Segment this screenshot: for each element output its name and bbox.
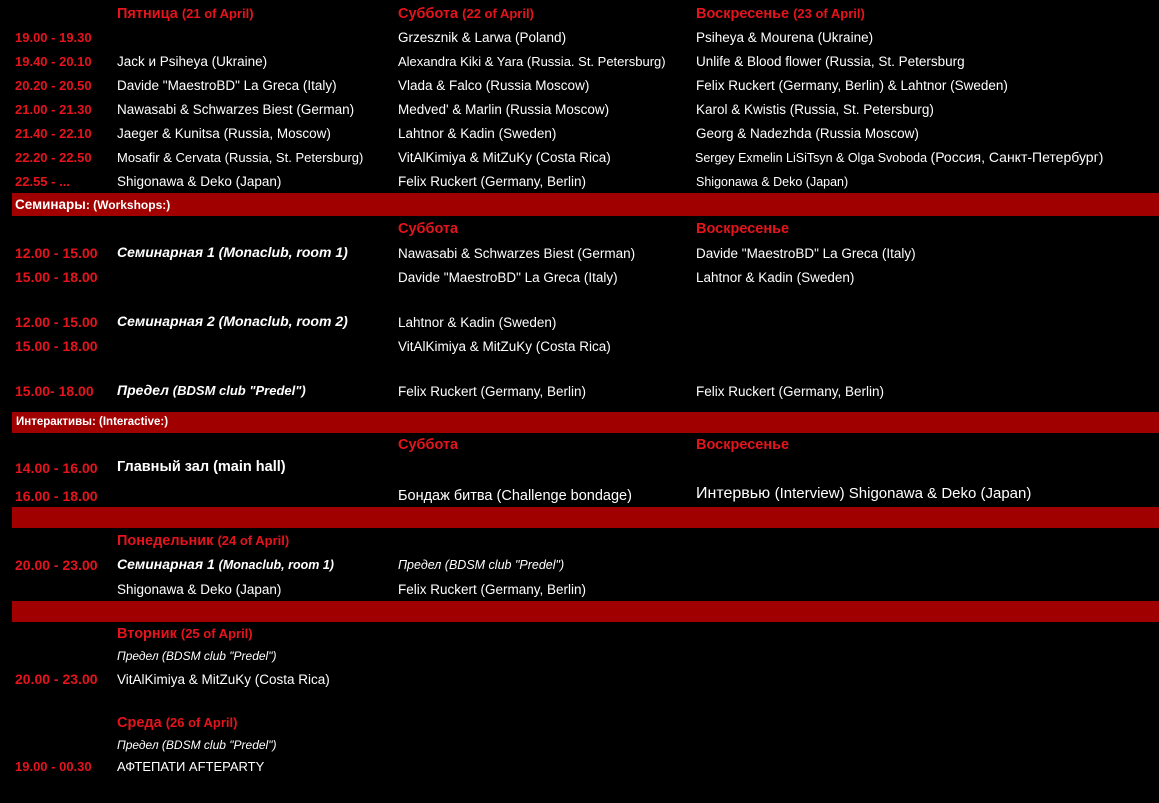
wednesday-act: АФТЕПАТИ AFTEPARTY (117, 759, 265, 774)
sunday-act: Shigonawa & Deko (Japan) (696, 175, 849, 189)
interview-title: Интервью (696, 485, 771, 502)
workshops-band-label (15, 198, 170, 212)
friday-header (117, 7, 254, 22)
interactive-saturday-header: Суббота (398, 437, 459, 453)
friday-title: Пятница (117, 6, 178, 22)
predel-label (117, 383, 306, 397)
sunday-act: Felix Ruckert (Germany, Berlin) & Lahtnor (Sweden) (696, 78, 1008, 93)
sunday-act (696, 486, 1031, 502)
sunday-act-name: Sergey Exmelin LiSiTsyn & Olga Svoboda (695, 151, 928, 165)
sunday-act: Georg & Nadezhda (Russia Moscow) (696, 126, 919, 141)
saturday-act: Davide "MaestroBD" La Greca (Italy) (398, 270, 618, 285)
sunday-act: Unlife & Blood flower (Russia, St. Petersburg (696, 54, 965, 69)
schedule-time: 20.00 - 23.00 (15, 671, 98, 687)
predel-title: Предел (117, 382, 169, 398)
wednesday-date: (26 of April) (165, 715, 238, 730)
monday-room-subtitle: (Monaclub, room 1) (218, 558, 334, 572)
schedule-time: 19.40 - 20.10 (15, 54, 92, 69)
main-hall-label: Главный зал (main hall) (117, 459, 286, 475)
monday-date: (24 of April) (217, 533, 290, 548)
saturday-act: VitAlKimiya & MitZuKy (Costa Rica) (398, 150, 611, 165)
schedule-time: 22.55 - ... (15, 174, 70, 189)
sunday-title: Воскресенье (696, 6, 790, 22)
saturday-act: Бондаж битва (Challenge bondage) (398, 488, 632, 504)
interview-detail: (Interview) Shigonawa & Deko (Japan) (774, 485, 1032, 502)
monday-title: Понедельник (117, 533, 214, 549)
monday-act-2: Felix Ruckert (Germany, Berlin) (398, 582, 587, 597)
tuesday-date: (25 of April) (180, 626, 253, 641)
saturday-date: (22 of April) (462, 6, 534, 21)
saturday-act: Lahtnor & Kadin (Sweden) (398, 315, 557, 330)
saturday-title: Суббота (398, 6, 459, 22)
saturday-act: Lahtnor & Kadin (Sweden) (398, 126, 557, 141)
tuesday-title: Вторник (117, 626, 177, 642)
saturday-header (398, 7, 534, 22)
monday-header (117, 534, 289, 549)
schedule-time: 15.00 - 18.00 (15, 269, 98, 285)
saturday-act: Alexandra Kiki & Yara (Russia. St. Petersburg) (398, 54, 666, 69)
interactive-sunday-header: Воскресенье (696, 437, 790, 453)
sunday-date: (23 of April) (793, 6, 865, 21)
friday-act: Davide "MaestroBD" La Greca (Italy) (117, 78, 337, 93)
saturday-act: Nawasabi & Schwarzes Biest (German) (398, 246, 636, 261)
predel-subtitle: (BDSM club "Predel") (172, 383, 306, 398)
saturday-act: Felix Ruckert (Germany, Berlin) (398, 384, 587, 399)
schedule-time: 12.00 - 15.00 (15, 314, 98, 330)
schedule-time: 15.00 - 18.00 (15, 338, 98, 354)
workshops-saturday-header: Суббота (398, 221, 459, 237)
room-1-label: Семинарная 1 (Monaclub, room 1) (117, 244, 348, 260)
sunday-act: Psiheya & Mourena (Ukraine) (696, 30, 874, 45)
sunday-header (696, 7, 865, 22)
wednesday-header (117, 716, 237, 731)
saturday-act: Grzesznik & Larwa (Poland) (398, 30, 567, 45)
schedule-time: 22.20 - 22.50 (15, 150, 92, 165)
schedule-time: 12.00 - 15.00 (15, 245, 98, 261)
wednesday-venue: Предел (BDSM club "Predel") (117, 738, 277, 752)
schedule-time: 20.20 - 20.50 (15, 78, 92, 93)
room-2-label: Семинарная 2 (Monaclub, room 2) (117, 313, 348, 329)
monday-room (117, 557, 334, 572)
wednesday-title: Среда (117, 715, 162, 731)
friday-act: Shigonawa & Deko (Japan) (117, 174, 282, 189)
sunday-act: Felix Ruckert (Germany, Berlin) (696, 384, 885, 399)
schedule-time: 15.00- 18.00 (15, 383, 94, 399)
schedule-time: 19.00 - 19.30 (15, 30, 92, 45)
interactive-band-label: Интерактивы: (Interactive:) (16, 416, 169, 428)
separator-band (12, 507, 1159, 528)
friday-act: Nawasabi & Schwarzes Biest (German) (117, 102, 355, 117)
interactive-band (12, 412, 1159, 433)
tuesday-venue: Предел (BDSM club "Predel") (117, 649, 277, 663)
saturday-act: Vlada & Falco (Russia Moscow) (398, 78, 590, 93)
friday-act: Jack и Psiheya (Ukraine) (117, 54, 268, 69)
friday-date: (21 of April) (181, 6, 254, 21)
schedule-time: 20.00 - 23.00 (15, 557, 98, 573)
sunday-act: Davide "MaestroBD" La Greca (Italy) (696, 246, 916, 261)
friday-act: Jaeger & Kunitsa (Russia, Moscow) (117, 126, 331, 141)
friday-act: Mosafir & Cervata (Russia, St. Petersburg) (117, 150, 364, 165)
schedule-time: 21.40 - 22.10 (15, 126, 92, 141)
schedule-time: 19.00 - 00.30 (15, 759, 92, 774)
separator-band (12, 601, 1159, 622)
monday-act-1: Shigonawa & Deko (Japan) (117, 582, 282, 597)
saturday-act: VitAlKimiya & MitZuKy (Costa Rica) (398, 339, 611, 354)
monday-predel: Предел (BDSM club "Predel") (398, 558, 565, 572)
sunday-act: Karol & Kwistis (Russia, St. Petersburg) (696, 102, 934, 117)
schedule-time: 14.00 - 16.00 (15, 460, 98, 476)
sunday-act: Lahtnor & Kadin (Sweden) (696, 270, 855, 285)
saturday-act: Felix Ruckert (Germany, Berlin) (398, 174, 587, 189)
schedule-time: 21.00 - 21.30 (15, 102, 92, 117)
saturday-act: Medved' & Marlin (Russia Moscow) (398, 102, 610, 117)
sunday-act (695, 150, 1103, 165)
schedule-time: 16.00 - 18.00 (15, 488, 98, 504)
workshops-title: Семинары (15, 197, 86, 212)
monday-room-title: Семинарная 1 (117, 556, 215, 572)
workshops-subtitle: : (Workshops:) (85, 198, 171, 212)
tuesday-act: VitAlKimiya & MitZuKy (Costa Rica) (117, 672, 330, 687)
sunday-act-location: (Россия, Санкт-Петербург) (930, 149, 1104, 165)
workshops-band (12, 193, 1159, 216)
tuesday-header (117, 627, 253, 642)
workshops-sunday-header: Воскресенье (696, 221, 790, 237)
